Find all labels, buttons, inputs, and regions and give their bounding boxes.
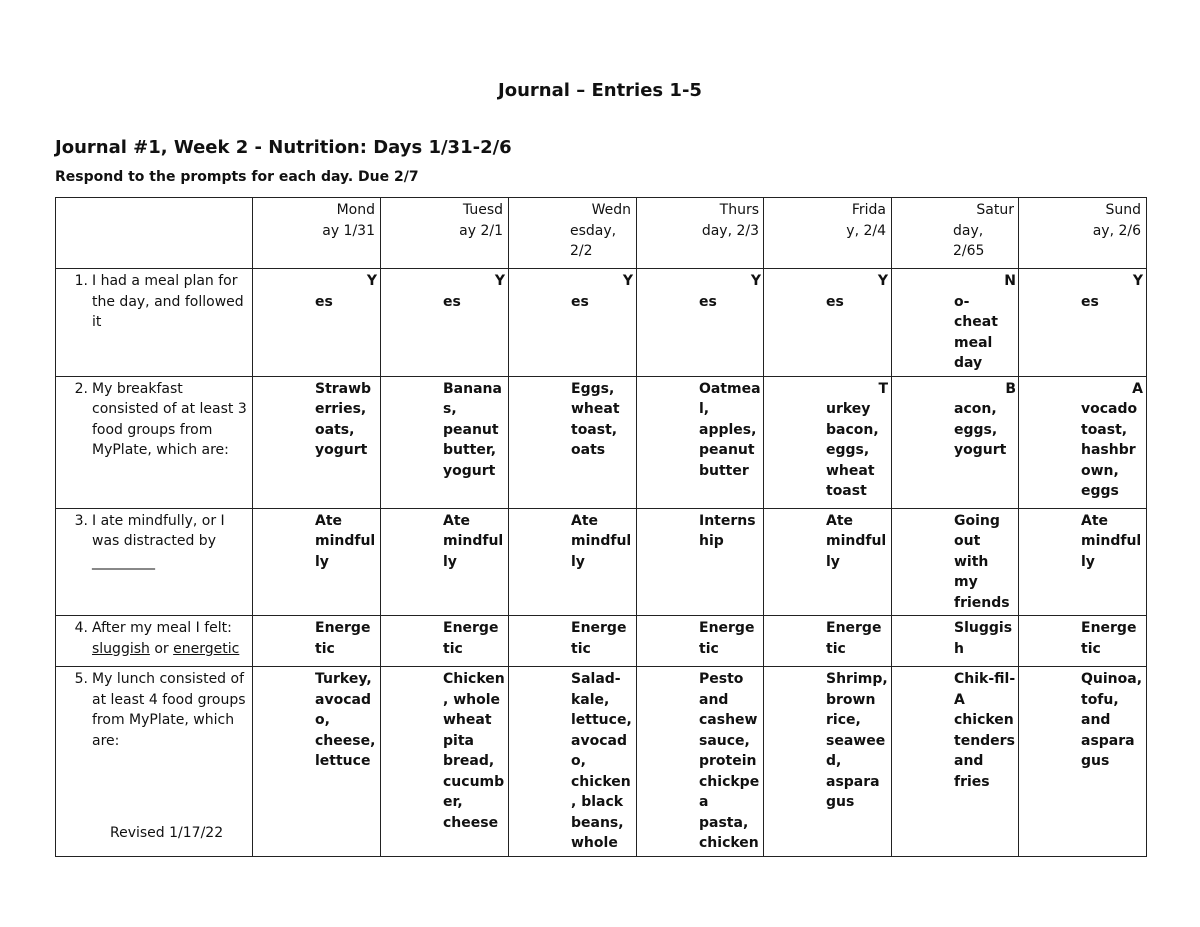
row-meal-plan — [56, 269, 1147, 377]
answer-text: Quinoa, tofu, and asparagus — [1081, 671, 1143, 769]
answer-text: o- cheat meal day — [954, 293, 998, 371]
row-feeling — [56, 616, 1147, 667]
answer-cell — [253, 616, 381, 667]
answer-cell — [764, 508, 892, 616]
instructions: Respond to the prompts for each day. Due 2/7 — [55, 169, 419, 185]
day-header-friday — [764, 198, 892, 269]
answer-cell — [764, 376, 892, 508]
answer-cell — [637, 616, 764, 667]
day-line2: day, 2/65 — [953, 222, 985, 259]
answer-text: acon, eggs, yogurt — [954, 401, 1007, 458]
answer-text: Chik-fil-A chicken tenders and fries — [954, 671, 1016, 790]
day-header-sunday — [1019, 198, 1147, 269]
answer-cell — [892, 508, 1019, 616]
answer-cell — [764, 667, 892, 857]
answer-cell — [509, 269, 637, 377]
answer-text: Ate mindfully — [571, 512, 632, 570]
day-line2: y, 2/4 — [846, 222, 886, 239]
answer-cell — [1019, 667, 1147, 857]
prompt-number: 2. — [74, 380, 88, 397]
header-blank-cell — [56, 198, 253, 269]
answer-cell — [381, 616, 509, 667]
answer-text: Strawberries, oats, yogurt — [315, 380, 372, 458]
answer-text: Going out with my friends — [954, 512, 1010, 611]
answer-cell — [892, 269, 1019, 377]
answer-first: T — [878, 380, 888, 397]
answer-text: Ate mindfully — [315, 512, 376, 570]
answer-text: Energetic — [443, 620, 499, 657]
prompt-number: 3. — [74, 512, 88, 529]
answer-text: Bananas, peanut butter, yogurt — [443, 380, 502, 479]
day-header-tuesday — [381, 198, 509, 269]
answer-text: es — [826, 293, 844, 310]
answer-text: Chicken, whole wheat pita bread, cucumber, cheese — [443, 671, 505, 831]
answer-cell — [509, 376, 637, 508]
day-line1: Wedn — [591, 202, 631, 218]
answer-cell — [253, 508, 381, 616]
prompt-blank: _________ — [92, 553, 155, 570]
answer-first: Y — [1132, 273, 1143, 289]
answer-first: Y — [366, 273, 377, 289]
answer-text: Energetic — [315, 620, 371, 657]
prompt-cell — [56, 376, 253, 508]
answer-cell — [764, 269, 892, 377]
answer-cell — [381, 269, 509, 377]
answer-text: es — [699, 293, 717, 310]
answer-cell — [509, 667, 637, 857]
prompt-text: My lunch consisted of at least 4 food groups from MyPlate, which are: — [92, 671, 246, 749]
day-line2: ay 1/31 — [322, 222, 375, 239]
journal-heading: Journal #1, Week 2 - Nutrition: Days 1/31-2/6 — [55, 137, 512, 158]
answer-text: es — [315, 293, 333, 310]
day-line1: Mond — [336, 202, 375, 218]
day-line1: Thurs — [719, 202, 759, 218]
prompt-text: I had a meal plan for the day, and followed it — [92, 273, 244, 330]
answer-cell — [637, 667, 764, 857]
answer-cell — [1019, 616, 1147, 667]
revision-note: Revised 1/17/22 — [110, 825, 224, 841]
prompt-number: 4. — [74, 620, 88, 636]
prompt-text: I ate mindfully, or I was distracted by — [92, 512, 225, 549]
answer-first: N — [1004, 273, 1016, 289]
day-line2: day, 2/3 — [701, 222, 759, 239]
answer-text: Sluggish — [954, 620, 1013, 657]
answer-cell — [1019, 269, 1147, 377]
answer-cell — [509, 616, 637, 667]
answer-text: Shrimp, brown rice, seaweed, asparagus — [826, 671, 888, 810]
answer-cell — [892, 616, 1019, 667]
answer-first: Y — [877, 273, 888, 289]
answer-cell — [1019, 508, 1147, 616]
answer-first: A — [1132, 380, 1143, 397]
answer-first: Y — [622, 273, 633, 289]
answer-cell — [1019, 376, 1147, 508]
answer-text: vocado toast, hashbrown, eggs — [1081, 401, 1138, 499]
row-breakfast — [56, 376, 1147, 508]
prompt-text: My breakfast consisted of at least 3 food groups from MyPlate, which are: — [92, 380, 247, 458]
prompt-cell — [56, 616, 253, 667]
answer-cell — [253, 667, 381, 857]
answer-cell — [637, 269, 764, 377]
answer-text: es — [443, 293, 461, 310]
answer-text: es — [1081, 293, 1099, 310]
document-title: Journal – Entries 1-5 — [498, 80, 702, 101]
option-or: or — [154, 640, 169, 657]
answer-text: Ate mindfully — [443, 512, 504, 570]
answer-cell — [509, 508, 637, 616]
answer-text: es — [571, 293, 589, 310]
answer-cell — [381, 667, 509, 857]
option-energetic: energetic — [173, 640, 240, 657]
answer-first: Y — [750, 273, 761, 289]
answer-text: Energetic — [699, 620, 755, 657]
answer-text: Turkey, avocado, cheese, lettuce — [315, 671, 376, 769]
answer-text: Ate mindfully — [826, 512, 887, 570]
answer-cell — [253, 269, 381, 377]
answer-text: Energetic — [826, 620, 882, 657]
prompt-text: After my meal I felt: — [92, 620, 232, 636]
answer-text: Oatmeal, apples, peanut butter — [699, 380, 761, 479]
answer-cell — [892, 376, 1019, 508]
option-sluggish: sluggish — [92, 640, 150, 657]
answer-text: Ate mindfully — [1081, 512, 1142, 570]
answer-cell — [637, 508, 764, 616]
day-header-wednesday — [509, 198, 637, 269]
answer-first: Y — [494, 273, 505, 289]
day-line2: ay 2/1 — [459, 222, 503, 239]
answer-cell — [253, 376, 381, 508]
answer-first: B — [1005, 380, 1016, 397]
day-line1: Tuesd — [462, 202, 503, 218]
answer-text: Pesto and cashew sauce, protein chickpea pasta, chicken — [699, 671, 760, 851]
answer-cell — [764, 616, 892, 667]
answer-text: Energetic — [571, 620, 627, 657]
day-line2: esday, 2/2 — [570, 222, 617, 259]
prompt-cell — [56, 269, 253, 377]
day-line1: Sund — [1105, 202, 1141, 218]
answer-text: Energetic — [1081, 620, 1137, 657]
answer-text: Internship — [699, 512, 756, 549]
day-line1: Satur — [976, 202, 1014, 218]
day-header-saturday — [892, 198, 1019, 269]
answer-text: urkey bacon, eggs, wheat toast — [826, 401, 879, 499]
answer-text: Eggs, wheat toast, oats — [571, 380, 620, 458]
day-header-thursday — [637, 198, 764, 269]
header-row — [56, 198, 1147, 269]
answer-cell — [381, 376, 509, 508]
prompt-number: 1. — [74, 273, 88, 289]
day-line2: ay, 2/6 — [1092, 222, 1141, 239]
prompt-cell — [56, 508, 253, 616]
answer-cell — [892, 667, 1019, 857]
journal-table — [55, 197, 1147, 857]
day-header-monday — [253, 198, 381, 269]
day-line1: Frida — [851, 202, 886, 218]
prompt-number: 5. — [74, 671, 88, 687]
answer-text: Salad- kale, lettuce, avocado, chicken, black beans, whole — [571, 671, 632, 851]
answer-cell — [381, 508, 509, 616]
row-mindful — [56, 508, 1147, 616]
answer-cell — [637, 376, 764, 508]
